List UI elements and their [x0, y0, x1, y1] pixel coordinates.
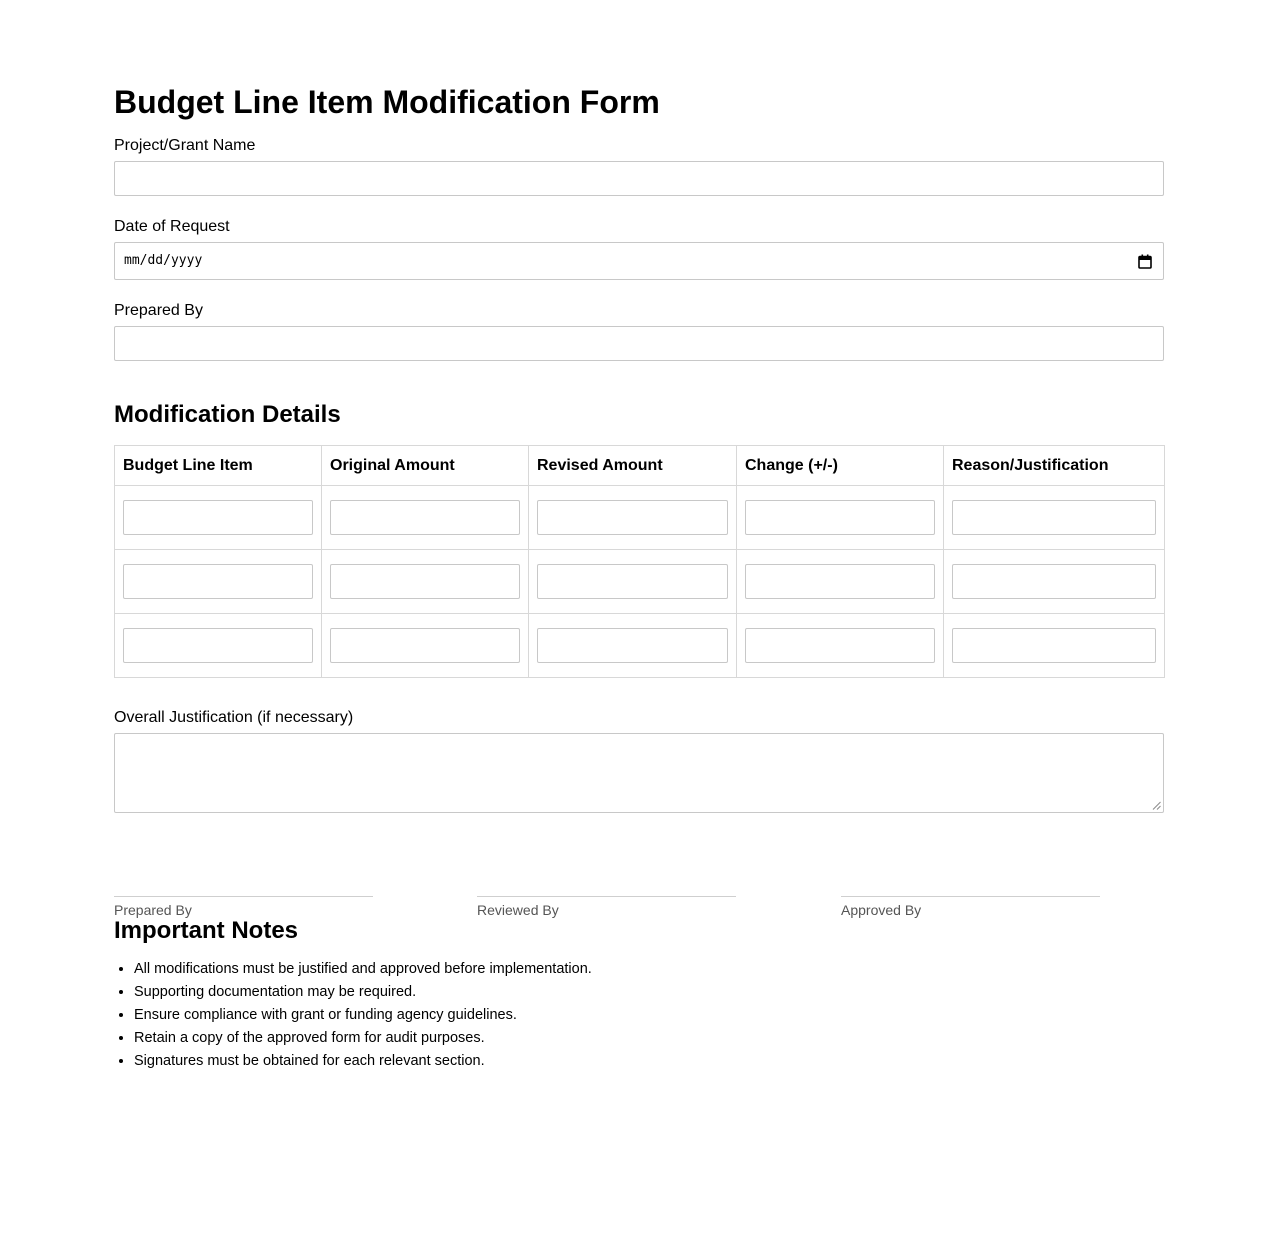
modification-details-table: [114, 445, 1165, 678]
list-item: • All modifications must be justified and approved before implementation.: [134, 958, 592, 981]
original-amount-input[interactable]: [330, 564, 520, 599]
prepared-by-input[interactable]: [114, 326, 1164, 361]
column-header-change: Change (+/-): [737, 446, 944, 486]
original-amount-input[interactable]: [330, 628, 520, 663]
date-of-request-input[interactable]: [114, 242, 1164, 280]
budget-line-item-input[interactable]: [123, 628, 313, 663]
change-input[interactable]: [745, 500, 935, 535]
important-notes-list: [114, 958, 592, 1073]
signature-label: Approved By: [841, 902, 922, 918]
list-item: • Supporting documentation may be required.: [134, 981, 592, 1004]
signature-label: Prepared By: [114, 902, 192, 918]
table-row: [115, 614, 1165, 678]
reason-justification-input[interactable]: [952, 564, 1156, 599]
list-item: • Ensure compliance with grant or funding agency guidelines.: [134, 1004, 592, 1027]
column-header-budget-line-item: Budget Line Item: [115, 446, 322, 486]
overall-justification-label: Overall Justification (if necessary): [114, 709, 354, 726]
revised-amount-input[interactable]: [537, 564, 728, 599]
original-amount-input[interactable]: [330, 500, 520, 535]
budget-line-item-input[interactable]: [123, 500, 313, 535]
table-row: [115, 486, 1165, 550]
signature-approved-by: [841, 896, 1100, 919]
revised-amount-input[interactable]: [537, 500, 728, 535]
project-grant-name-label: Project/Grant Name: [114, 137, 256, 154]
reason-justification-input[interactable]: [952, 628, 1156, 663]
revised-amount-input[interactable]: [537, 628, 728, 663]
resize-handle-icon[interactable]: [1152, 801, 1161, 810]
column-header-revised-amount: Revised Amount: [529, 446, 737, 486]
column-header-original-amount: Original Amount: [322, 446, 529, 486]
date-placeholder: mm/dd/yyyy: [124, 253, 203, 268]
change-input[interactable]: [745, 564, 935, 599]
column-header-reason-justification: Reason/Justification: [944, 446, 1165, 486]
signature-reviewed-by: [477, 896, 736, 919]
list-item: • Signatures must be obtained for each relevant section.: [134, 1050, 592, 1073]
list-item: • Retain a copy of the approved form for audit purposes.: [134, 1027, 592, 1050]
signature-line: [477, 896, 736, 897]
date-of-request-label: Date of Request: [114, 218, 230, 235]
signature-line: [114, 896, 373, 897]
modification-details-heading: Modification Details: [114, 401, 341, 428]
form-title: Budget Line Item Modification Form: [114, 84, 660, 120]
important-notes-heading: Important Notes: [114, 917, 299, 944]
calendar-icon[interactable]: [1138, 254, 1152, 269]
prepared-by-label: Prepared By: [114, 302, 203, 319]
table-row: [115, 550, 1165, 614]
signature-line: [841, 896, 1100, 897]
budget-line-item-input[interactable]: [123, 564, 313, 599]
overall-justification-textarea[interactable]: [114, 733, 1164, 813]
reason-justification-input[interactable]: [952, 500, 1156, 535]
signature-label: Reviewed By: [477, 902, 559, 918]
table-header-row: [115, 446, 1165, 486]
change-input[interactable]: [745, 628, 935, 663]
project-grant-name-input[interactable]: [114, 161, 1164, 196]
